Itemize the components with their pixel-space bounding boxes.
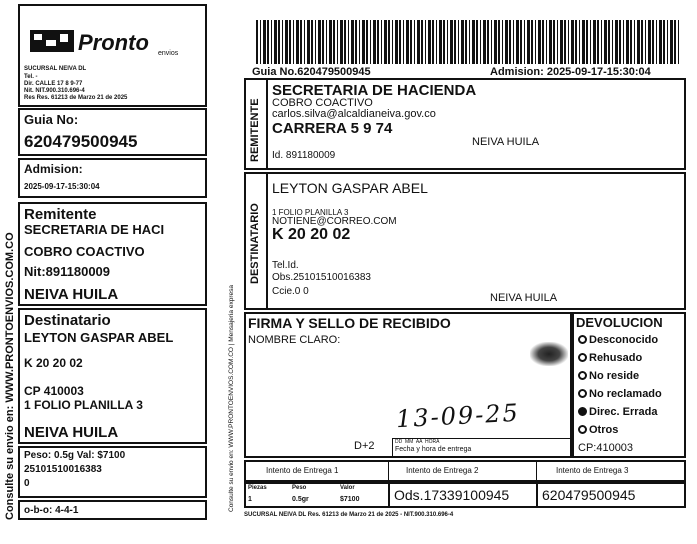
stamp-smudge [530,342,568,366]
stub-remitente-nit: Nit:891180009 [24,264,111,279]
radio-unchecked-icon[interactable] [578,389,587,398]
valor-val: $7100 [340,496,360,503]
devolucion-option-label: No reclamado [589,388,662,400]
nombre-claro: NOMBRE CLARO: [248,334,341,346]
stub-peso-line: Peso: 0.5g Val: $7100 [24,450,126,461]
stub-destinatario-folio: 1 FOLIO PLANILLA 3 [24,398,143,412]
dest-email: NOTIENE@CORREO.COM [272,216,397,227]
intento-divider-1 [388,462,389,480]
intento-1: Intento de Entrega 1 [266,466,339,475]
devolucion-option-label: Desconocido [589,334,659,346]
dev-cp: CP:410003 [578,442,634,454]
stub-pag-box [18,500,207,520]
main-guia-header: Guia No.620479500945 [252,66,371,78]
date-box [392,438,570,456]
stub-remitente-dept: COBRO COACTIVO [24,244,145,259]
devolucion-option[interactable] [578,370,639,382]
stub-pag: o-b-o: 4-4-1 [24,505,79,516]
devolucion-option-label: Direc. Errada [589,406,658,418]
rem-city: NEIVA HUILA [472,136,540,148]
dest-tel: Tel.Id. [272,260,299,271]
radio-unchecked-icon[interactable] [578,425,587,434]
stub-destinatario-city: NEIVA HUILA [24,424,119,441]
rem-email: carlos.silva@alcaldianeiva.gov.co [272,108,436,120]
remitente-box [244,78,686,170]
values-divider-2 [536,484,538,506]
stub-peso-box [18,446,207,498]
stub-guia-number: 620479500945 [24,132,138,151]
destinatario-vertical-label: DESTINATARIO [249,203,261,284]
intento-2: Intento de Entrega 2 [406,466,479,475]
stub-obs-zero: 0 [24,478,30,489]
values-row [244,482,686,508]
stub-admision-label: Admision: [24,162,83,176]
firma-box [244,312,572,458]
stub-header-box [18,4,207,107]
dest-city: NEIVA HUILA [490,292,558,304]
branch-tel: Tel. - [24,74,38,80]
pronto-logo [26,16,202,60]
main-side-text: Consulte su envio en: WWW.PRONTOENVIOS.COM.CO | Mensajeria expresa [228,285,235,512]
d-plus-2: D+2 [354,440,375,452]
ods-number: Ods.17339100945 [394,487,510,503]
handwritten-date: 13-09-25 [395,398,521,434]
guia-box-number: 620479500945 [542,487,636,503]
stub-obs-number: 25101510016383 [24,464,102,475]
dest-folio: 1 FOLIO PLANILLA 3 [272,208,349,217]
dest-name: LEYTON GASPAR ABEL [272,180,428,196]
fecha-hora: Fecha y hora de entrega [395,446,472,453]
values-divider-1 [388,484,390,506]
stub-destinatario-name: LEYTON GASPAR ABEL [24,330,174,345]
main-admision-header: Admision: 2025-09-17-15:30:04 [490,66,651,78]
dest-addr: K 20 20 02 [272,226,351,243]
piezas-val: 1 [248,496,252,503]
rem-addr: CARRERA 5 9 74 [272,120,393,137]
stub-admision-date: 2025-09-17-15:30:04 [24,182,100,191]
stub-remitente-city: NEIVA HUILA [24,286,119,303]
devolucion-option[interactable] [578,334,658,346]
branch-dir: Dir. CALLE 17 8 9-77 [24,81,83,87]
stub-remitente-name: SECRETARIA DE HACI [24,222,165,237]
devolucion-box [572,312,686,458]
devolucion-option-label: Otros [589,424,619,436]
devolucion-title: DEVOLUCION [576,315,663,330]
valor-label: Valor [340,485,355,491]
rem-id: Id. 891180009 [272,150,336,161]
stub-side-text: Consulte su envio en: WWW.PRONTOENVIOS.COM.CO [4,232,16,520]
stub-remitente-label: Remitente [24,206,97,223]
peso-val: 0.5gr [292,496,309,503]
rem-dept: COBRO COACTIVO [272,97,373,109]
stub-guia-label: Guia No: [24,112,79,127]
remitente-vertical-label: REMITENTE [249,98,261,162]
stub-destinatario-box [18,308,207,444]
firma-title: FIRMA Y SELLO DE RECIBIDO [248,315,451,331]
dest-ccie: Ccie.0 0 [272,286,309,297]
radio-unchecked-icon[interactable] [578,371,587,380]
intento-3: Intento de Entrega 3 [556,466,629,475]
piezas-label: Piezas [248,485,267,491]
branch-title: SUCURSAL NEIVA DL [24,66,87,72]
main-barcode [256,20,680,64]
logo-text: Pronto [78,30,149,55]
intentos-row [244,460,686,482]
devolucion-option[interactable] [578,406,657,418]
stub-destinatario-addr: K 20 20 02 [24,356,83,370]
branch-res: Res Res. 61213 de Marzo 21 de 2025 [24,95,128,101]
stub-guia-box [18,108,207,156]
destinatario-divider [266,174,268,308]
devolucion-option[interactable] [578,388,662,400]
peso-label: Peso [292,485,307,491]
destinatario-box [244,172,686,310]
dd-mm-aa: DD MM AA HORA [395,439,440,445]
intento-divider-2 [536,462,537,480]
radio-checked-icon[interactable] [578,407,587,416]
stub-destinatario-cp: CP 410003 [24,384,84,398]
main-footer: SUCURSAL NEIVA DL Res. 61213 de Marzo 21 de 2025 - NIT.900.310.696-4 [244,512,454,518]
rem-name: SECRETARIA DE HACIENDA [272,82,477,99]
stub-admision-box [18,158,207,198]
devolucion-option-label: No reside [589,370,640,382]
dest-obs: Obs.25101510016383 [272,272,371,283]
stub-remitente-box [18,202,207,306]
devolucion-option-label: Rehusado [589,352,643,364]
devolucion-option[interactable] [578,352,642,364]
devolucion-option[interactable] [578,424,618,436]
logo-tagline: envios [158,50,179,57]
radio-unchecked-icon[interactable] [578,353,587,362]
remitente-divider [266,80,268,168]
stub-destinatario-label: Destinatario [24,312,111,329]
radio-unchecked-icon[interactable] [578,335,587,344]
branch-nit: Nit. NIT.900.310.696-4 [24,88,85,94]
